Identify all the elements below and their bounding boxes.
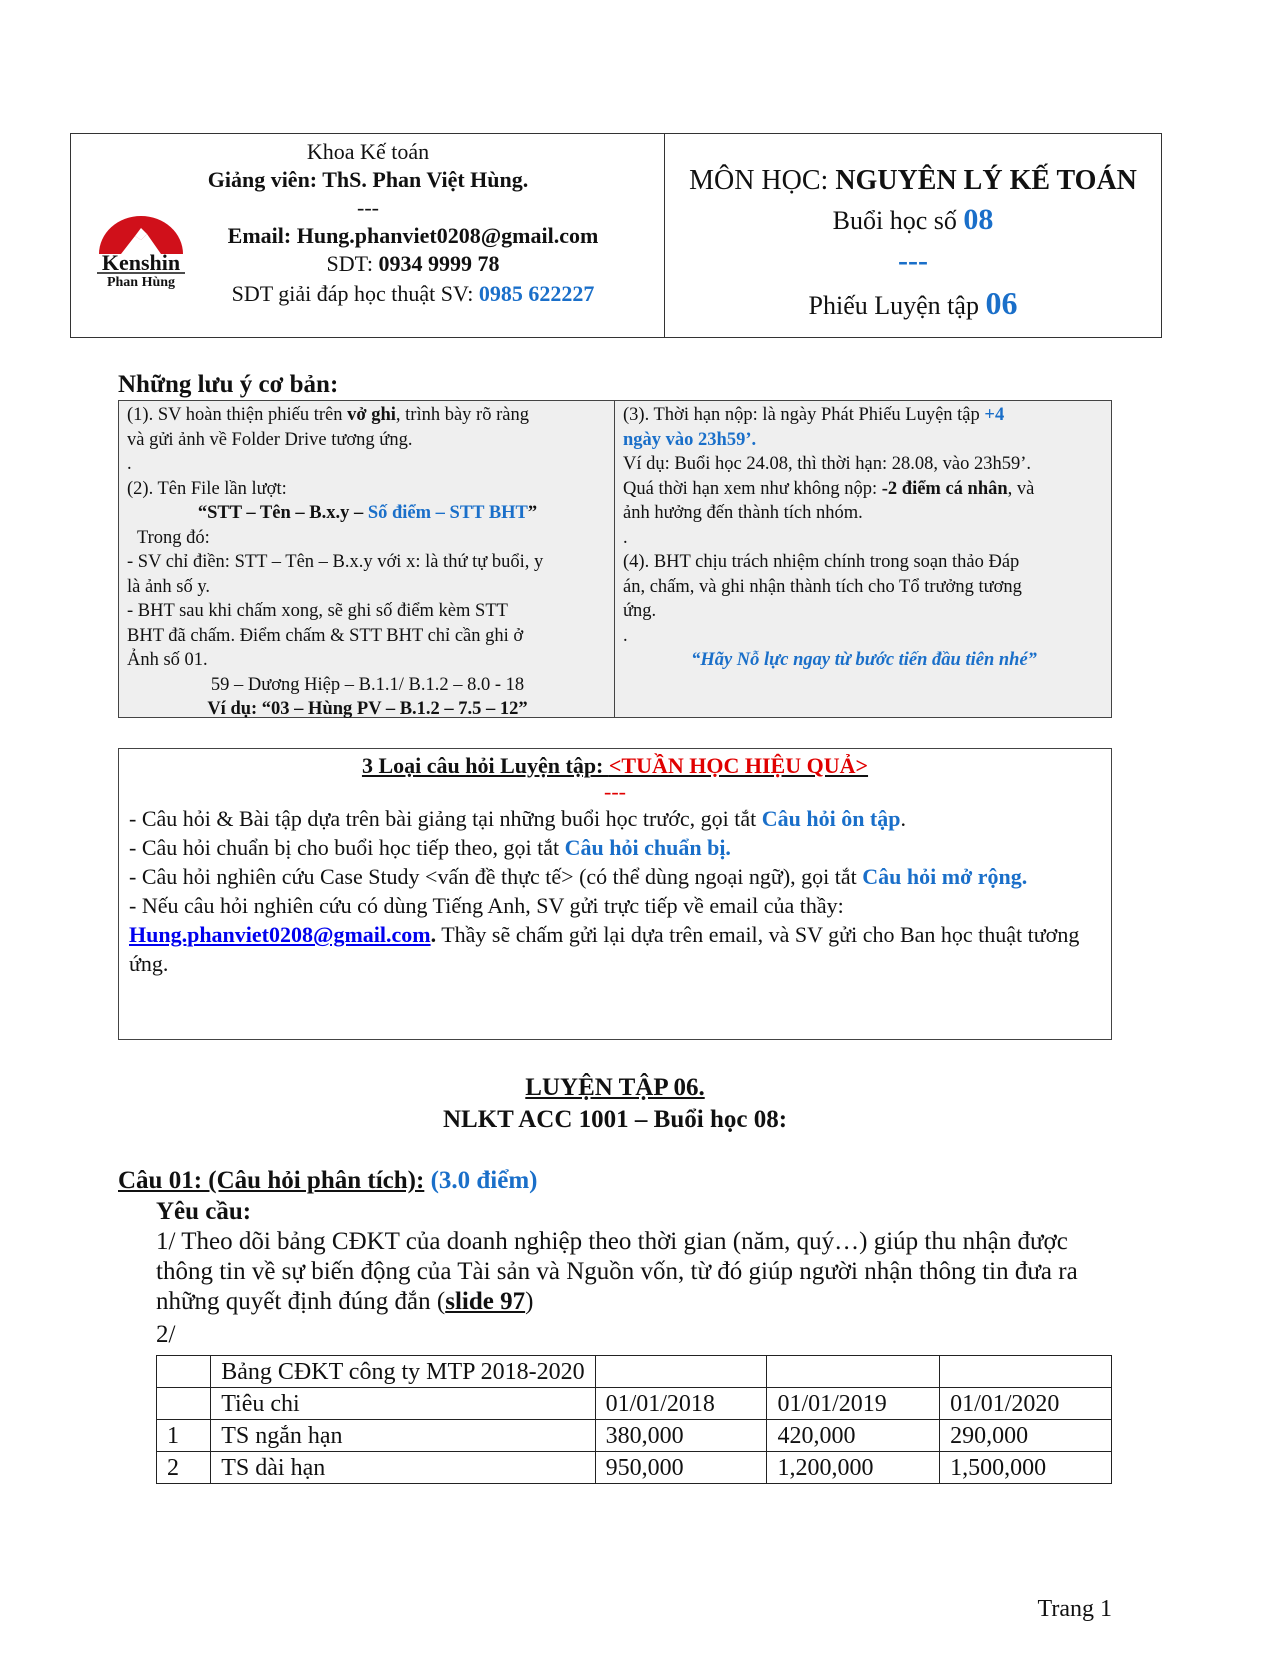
table-cell: 1,500,000 — [940, 1452, 1112, 1484]
header-separator: --- — [357, 195, 379, 220]
header-separator-2: --- — [898, 244, 928, 277]
type-line: - Câu hỏi & Bài tập dựa trên bài giảng tại những buổi học trước, gọi tắt Câu hỏi ôn tập. — [129, 806, 906, 831]
note-line: Quá thời hạn xem như không nộp: -2 điểm cá nhân, và — [623, 478, 1035, 499]
type-line: - Câu hỏi chuẩn bị cho buổi học tiếp theo, gọi tắt Câu hỏi chuẩn bị. — [129, 835, 731, 860]
note-line: - SV chỉ điền: STT – Tên – B.x.y với x: là thứ tự buổi, y — [127, 552, 544, 572]
table-header-row — [157, 1388, 1112, 1420]
answer-1: 1/ Theo dõi bảng CĐKT của doanh nghiệp theo thời gian (năm, quý…) giúp thu nhận được thông tin về sự biến động của Tài sản và Nguồn vốn, từ đó giúp người nhận thông tin đưa ra những quyết định đúng đắn (slide 97) — [156, 1228, 1078, 1315]
note-example-2: Ví dụ: “03 – Hùng PV – B.1.2 – 7.5 – 12” — [207, 699, 528, 719]
table-cell: TS dài hạn — [211, 1452, 595, 1484]
note-line: án, chấm, và ghi nhận thành tích cho Tổ trưởng tương — [623, 576, 1022, 597]
header-left-cell — [71, 134, 665, 337]
lecturer-phone: SDT: 0934 9999 78 — [326, 251, 500, 276]
note-line: ảnh hưởng đến thành tích nhóm. — [623, 503, 863, 523]
sheet-number: Phiếu Luyện tập 06 — [808, 285, 1018, 321]
table-cell: 950,000 — [595, 1452, 767, 1484]
table-header-cell: 01/01/2020 — [940, 1388, 1112, 1420]
balance-sheet-table — [156, 1355, 1112, 1484]
types-separator: --- — [604, 779, 626, 804]
question-types-box — [118, 748, 1112, 1040]
svg-text:Phan Hùng: Phan Hùng — [106, 275, 176, 290]
table-cell: 2 — [157, 1452, 211, 1484]
notes-column-1 — [119, 401, 615, 717]
exercise-title: LUYỆN TẬP 06. — [525, 1074, 705, 1101]
notes-box — [118, 400, 1112, 718]
faculty-name: Khoa Kế toán — [306, 139, 430, 164]
notes-column-2 — [615, 401, 1111, 717]
note-line: BHT đã chấm. Điểm chấm & STT BHT chỉ cần ghi ở — [127, 625, 524, 646]
table-row — [157, 1356, 1112, 1388]
note-line: là ảnh số y. — [127, 576, 211, 597]
note-line: (3). Thời hạn nộp: là ngày Phát Phiếu Luyện tập +4 — [623, 405, 1005, 425]
type-line: - Câu hỏi nghiên cứu Case Study <vấn đề thực tế> (có thể dùng ngoại ngữ), gọi tắt Câu hỏi mở rộng. — [129, 864, 1028, 889]
note-line: ứng. — [623, 601, 657, 621]
question-types-title: 3 Loại câu hỏi Luyện tập: <TUẦN HỌC HIỆU QUẢ> — [361, 753, 869, 778]
note-line: (2). Tên File lần lượt: — [127, 478, 287, 499]
type-line: - Nếu câu hỏi nghiên cứu có dùng Tiếng Anh, SV gửi trực tiếp về email của thầy: — [129, 893, 844, 918]
table-cell: 380,000 — [595, 1420, 767, 1452]
lecturer-name: Giảng viên: ThS. Phan Việt Hùng. — [207, 167, 529, 192]
note-line: Ví dụ: Buổi học 24.08, thì thời hạn: 28.08, vào 23h59’. — [623, 454, 1032, 474]
table-cell: 290,000 — [940, 1420, 1112, 1452]
table-header-cell: 01/01/2019 — [767, 1388, 940, 1420]
support-phone: SDT giải đáp học thuật SV: 0985 622227 — [231, 281, 595, 306]
notes-title: Những lưu ý cơ bản: — [118, 371, 339, 398]
file-name-format: “STT – Tên – B.x.y – Số điểm – STT BHT” — [197, 503, 538, 523]
table-caption: Bảng CĐKT công ty MTP 2018-2020 — [211, 1356, 595, 1388]
header-table — [70, 133, 1162, 338]
exercise-subtitle: NLKT ACC 1001 – Buổi học 08: — [442, 1106, 788, 1133]
table-cell: 1,200,000 — [767, 1452, 940, 1484]
lecturer-email: Email: Hung.phanviet0208@gmail.com — [227, 223, 599, 248]
table-row — [157, 1420, 1112, 1452]
table-cell: TS ngắn hạn — [211, 1420, 595, 1452]
type-line: Hung.phanviet0208@gmail.com. Thầy sẽ chấm gửi lại dựa trên email, và SV gửi cho Ban học thuật tương ứng. — [129, 922, 1080, 976]
note-line: . — [623, 625, 628, 646]
note-example-1: 59 – Dương Hiệp – B.1.1/ B.1.2 – 8.0 - 18 — [210, 674, 525, 695]
requirement-label: Yêu cầu: — [156, 1198, 252, 1225]
note-line: (4). BHT chịu trách nhiệm chính trong soạn thảo Đáp — [623, 552, 1020, 572]
note-line: - BHT sau khi chấm xong, sẽ ghi số điểm kèm STT — [127, 601, 508, 621]
note-line: Ảnh số 01. — [127, 650, 208, 670]
table-cell: 1 — [157, 1420, 211, 1452]
note-line: (1). SV hoàn thiện phiếu trên vở ghi, trình bày rõ ràng — [127, 405, 529, 425]
table-header-cell: 01/01/2018 — [595, 1388, 767, 1420]
question-1-heading: Câu 01: (Câu hỏi phân tích): (3.0 điểm) — [118, 1167, 538, 1194]
table-row — [157, 1452, 1112, 1484]
email-link[interactable]: Hung.phanviet0208@gmail.com — [129, 922, 431, 947]
motivation-quote: “Hãy Nỗ lực ngay từ bước tiến đầu tiên nhé” — [691, 650, 1037, 670]
note-line: và gửi ảnh về Folder Drive tương ứng. — [127, 429, 413, 450]
subject-title: MÔN HỌC: NGUYÊN LÝ KẾ TOÁN — [689, 165, 1137, 196]
note-line: . — [623, 527, 628, 548]
answer-2-label: 2/ — [156, 1321, 176, 1348]
session-number: Buổi học số 08 — [832, 203, 994, 236]
table-header-cell: Tiêu chi — [211, 1388, 595, 1420]
header-right-cell — [665, 134, 1161, 337]
note-line: Trong đó: — [137, 527, 210, 548]
note-line: . — [127, 454, 132, 474]
svg-text:Kenshin: Kenshin — [101, 250, 181, 275]
table-cell: 420,000 — [767, 1420, 940, 1452]
note-line: ngày vào 23h59’. — [623, 429, 757, 450]
page-number: Trang 1 — [1037, 1596, 1112, 1622]
